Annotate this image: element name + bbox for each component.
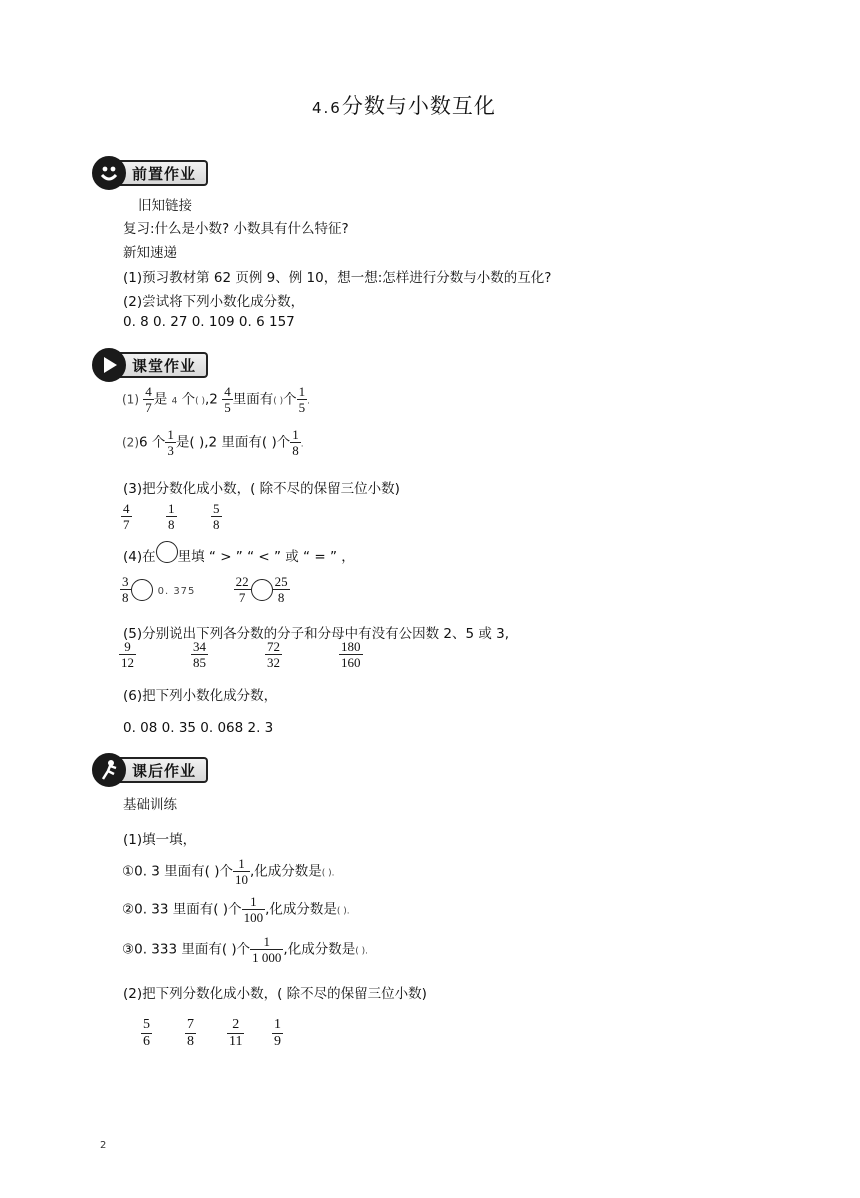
section-title-pre: 前置作业 [118,160,208,186]
fraction: $\frac{1}{8}$ [292,427,299,458]
pre-line-6: 0. 8 0. 27 0. 109 0. 6 157 [123,314,295,330]
section-badge-class [92,348,208,382]
section-badge-pre [92,156,208,190]
class-q2: (2)6 个 $\frac{1}{3}$ 是( ),2 里面有( )个 $\frac{1}{8}$ . [122,427,304,458]
q5-fraction-2: $\frac{34}{85}$ [193,639,206,670]
post-line-1: 基础训练 [123,797,177,813]
post-fraction-1: $\frac{5}{6}$ [143,1017,150,1049]
class-q5: (5)分别说出下列各分数的分子和分母中有没有公因数 2、5 或 3, [123,626,510,642]
q5-fraction-1: $\frac{9}{12}$ [121,639,134,670]
pre-line-2: 复习:什么是小数? 小数具有什么特征? [123,221,349,237]
post-fraction-3: $\frac{2}{11}$ [229,1017,243,1049]
fraction: $\frac{4}{7}$ [145,384,152,415]
page-number: 2 [100,1140,107,1151]
post-line-3: (2)把下列分数化成小数，( 除不尽的保留三位小数) [123,986,427,1002]
play-logo-icon [92,348,126,382]
section-title-class: 课堂作业 [118,352,208,378]
class-q6: (6)把下列小数化成分数， [123,688,278,704]
fraction: $\frac{1}{5}$ [298,384,306,415]
post-line-2: (1)填一填， [123,832,197,848]
q5-fraction-3: $\frac{72}{32}$ [267,639,280,670]
section-title-post: 课后作业 [118,757,208,783]
post-fraction-4: $\frac{1}{9}$ [274,1017,281,1049]
class-q3: (3)把分数化成小数，( 除不尽的保留三位小数) [123,481,400,497]
post-fraction-2: $\frac{7}{8}$ [187,1017,194,1049]
class-q6-values: 0. 08 0. 35 0. 068 2. 3 [123,720,274,736]
pre-line-3: 新知速递 [123,245,177,261]
class-q1: (1) $\frac{4}{7}$ 是 4 个( ),2 $\frac{4}{5}$ 里面有( )个 $\frac{1}{5}$ . [122,384,310,415]
pre-line-5: (2)尝试将下列小数化成分数， [123,294,305,310]
q5-fraction-4: $\frac{180}{160}$ [341,639,361,670]
page-title [312,90,496,120]
section-badge-post [92,753,208,787]
q3-fraction-2: $\frac{1}{8}$ [168,501,175,532]
compare-circle-icon [251,579,273,601]
fraction: $\frac{4}{5}$ [224,384,231,415]
title-text: 分数与小数互化 [341,94,496,118]
pre-line-4: (1)预习教材第 62 页例 9、例 10，想一想:怎样进行分数与小数的互化? [123,270,552,286]
q3-fraction-3: $\frac{5}{8}$ [213,501,220,532]
title-number: 4.6 [312,99,342,117]
post-row-2: ②0. 33 里面有( )个 $\frac{1}{100}$ ,化成分数是( ). [122,894,350,925]
fraction: $\frac{1}{3}$ [167,427,174,458]
q3-fraction-1: $\frac{4}{7}$ [123,501,130,532]
runner-logo-icon [92,753,126,787]
smile-logo-icon [92,156,126,190]
compare-circle-icon [156,541,178,563]
compare-circle-icon [131,579,153,601]
class-q4-items: $\frac{3}{8}$ 0. 375 $\frac{22}{7}$ $\frac{25}{8}$ [122,574,288,605]
class-q4: (4)在 里填 “ > ” “ < ” 或 “ = ” ， [123,545,355,565]
pre-line-1: 旧知链接 [138,198,192,214]
post-row-3: ③0. 333 里面有( )个 $\frac{1}{1 000}$ ,化成分数是( ). [122,934,368,965]
post-row-1: ①0. 3 里面有( )个 $\frac{1}{10}$ ,化成分数是( ). [122,856,335,887]
